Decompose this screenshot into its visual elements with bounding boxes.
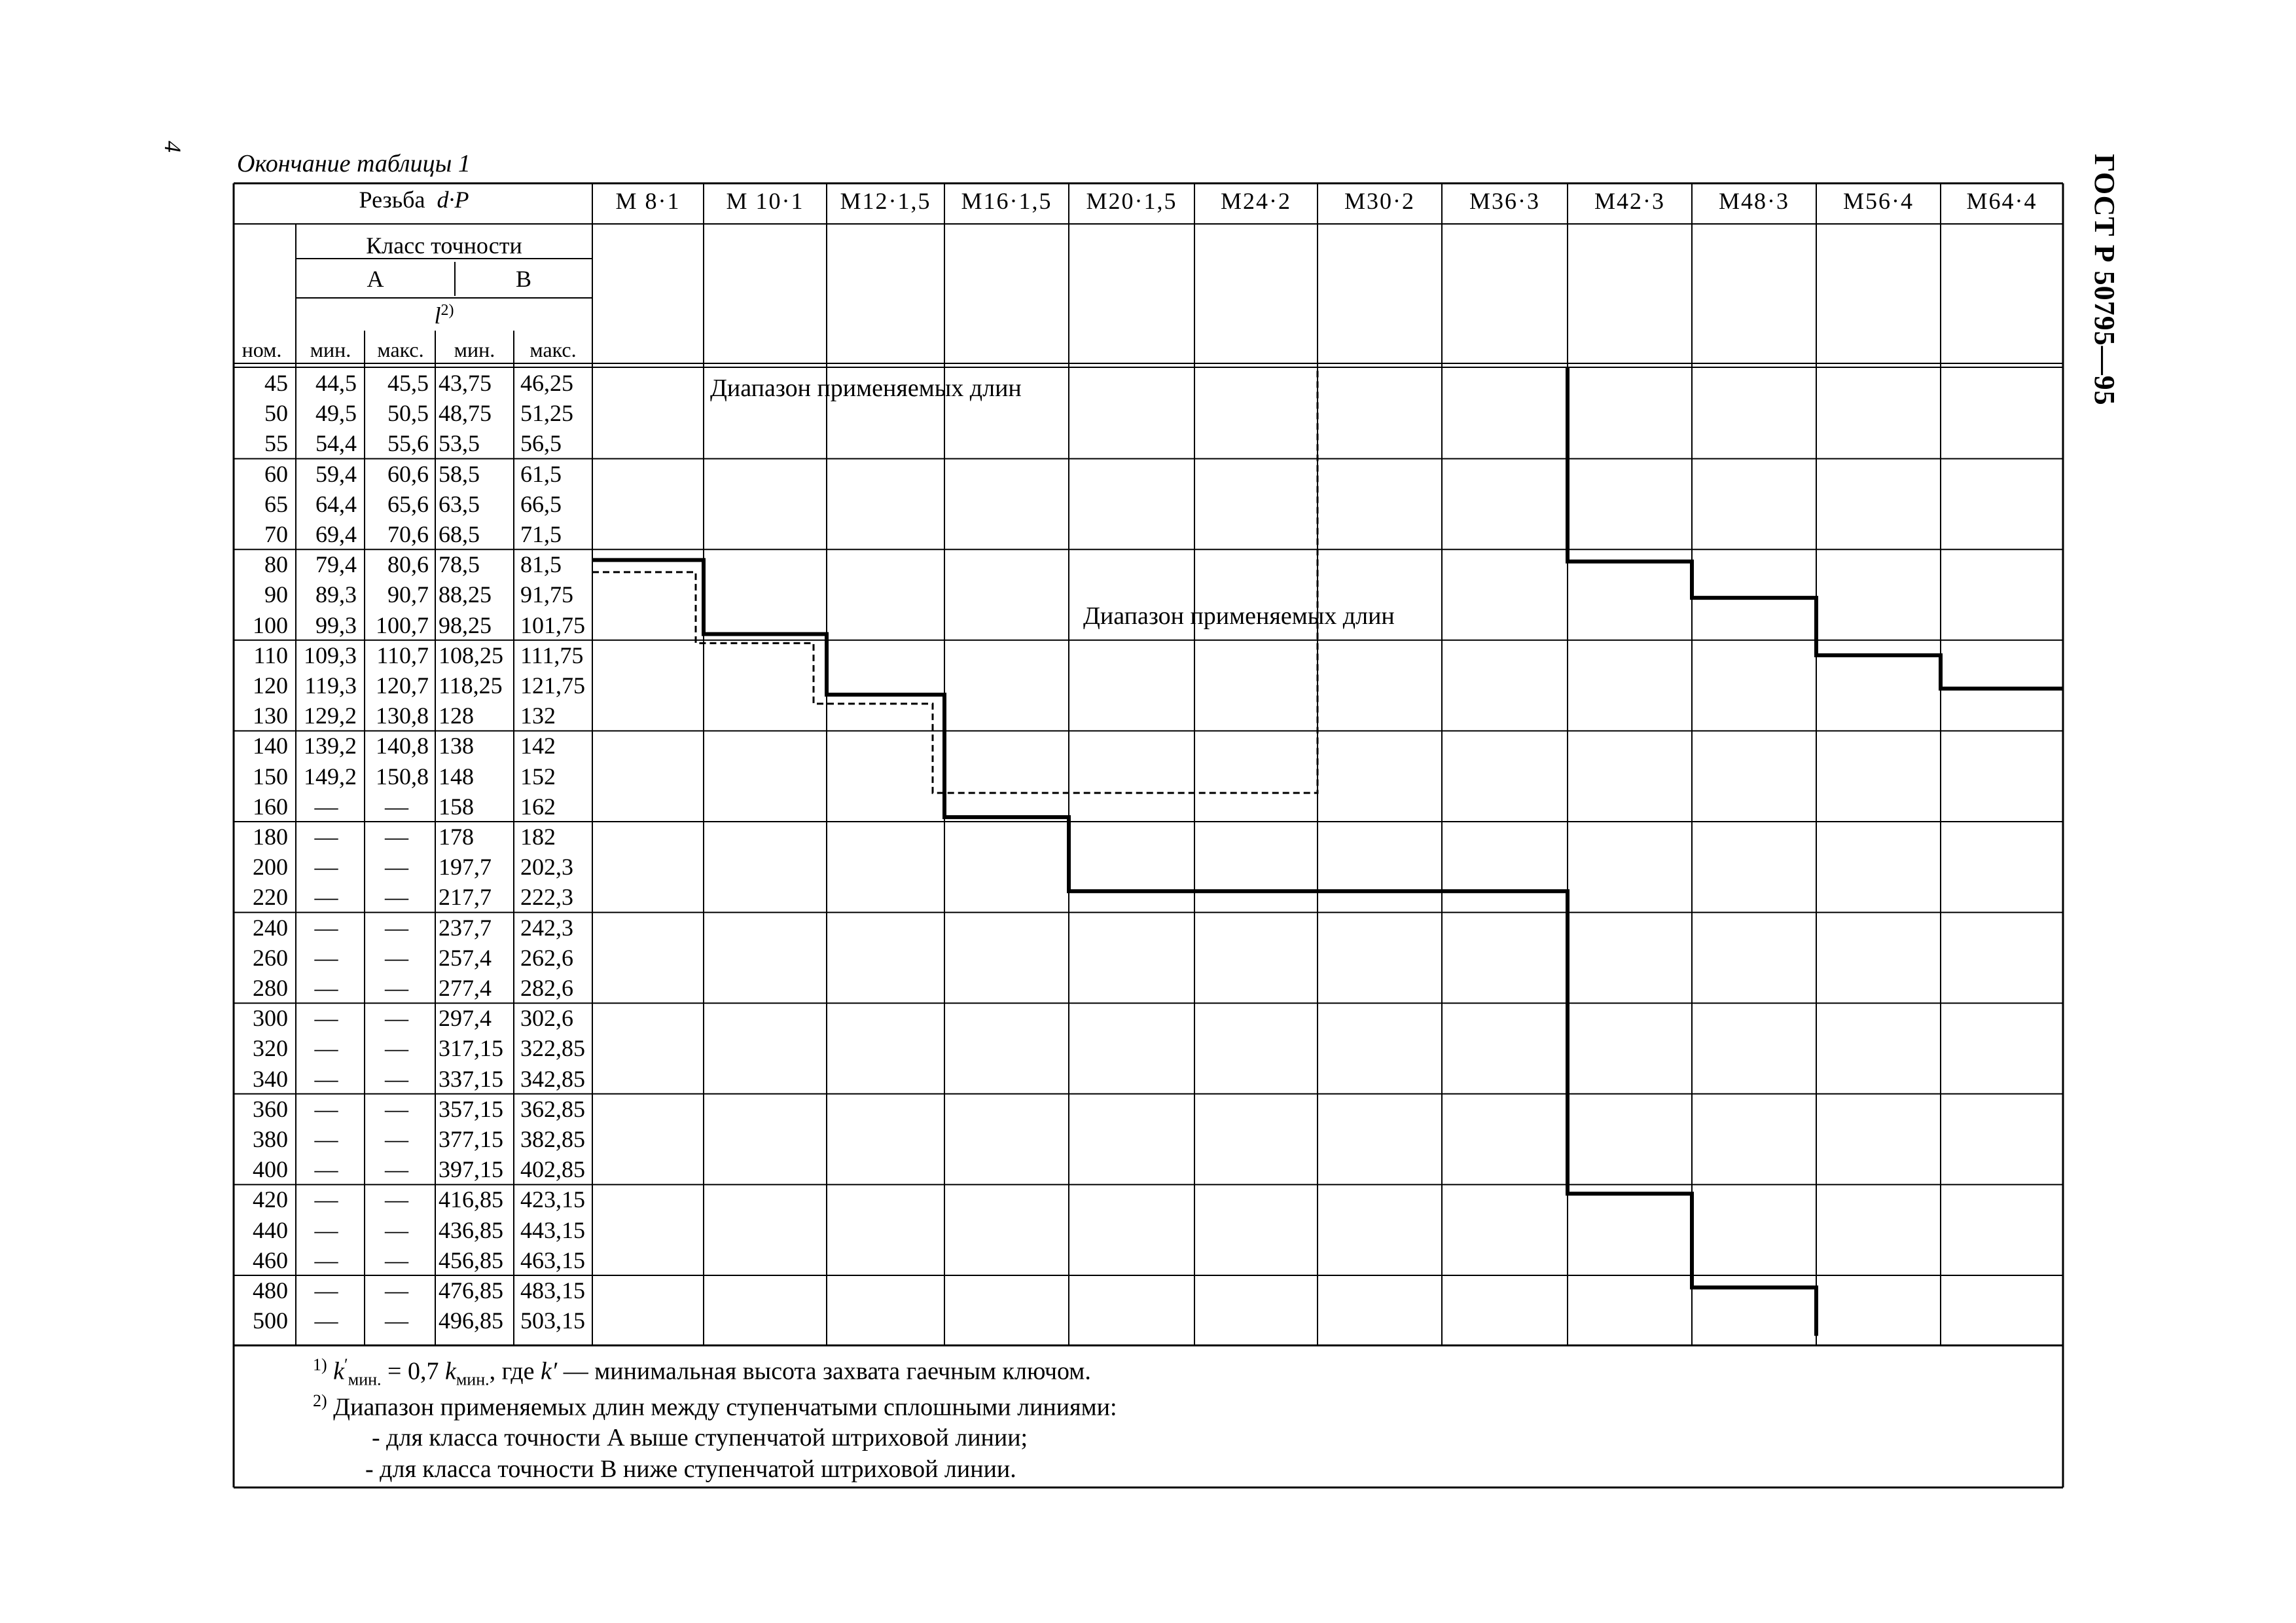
cell-r14-c2: — [385,793,408,820]
cell-r6-c1: 79,4 [315,551,357,578]
cell-r22-c2: — [385,1035,408,1062]
thread-label-1: М 10·1 [726,188,804,214]
cell-r25-c2: — [385,1126,408,1152]
cell-r0-c3: 43,75 [439,370,492,396]
cell-r14-c3: 158 [439,793,474,820]
cell-r30-c1: — [314,1277,338,1304]
cell-r3-c4: 61,5 [520,460,562,487]
standard-designation: ГОСТ Р 50795—95 [2089,154,2121,406]
k-symbol: k [333,1357,345,1385]
cell-r4-c4: 66,5 [520,490,562,517]
class-a-dashed-step-line [592,368,1318,793]
cell-r2-c4: 56,5 [520,430,562,457]
cell-r22-c3: 317,15 [439,1035,503,1062]
thread-label-10: М56·4 [1843,188,1914,214]
sub-header-0: ном. [242,338,282,361]
cell-r30-c0: 480 [253,1277,288,1304]
cell-r15-c0: 180 [253,824,288,850]
cell-r25-c0: 380 [253,1126,288,1152]
cell-r4-c3: 63,5 [439,490,480,517]
cell-r8-c2: 100,7 [376,611,429,638]
sub-header-4: макс. [529,338,577,361]
cell-r24-c0: 360 [253,1095,288,1122]
cell-r20-c4: 282,6 [520,975,573,1001]
cell-r5-c3: 68,5 [439,521,480,547]
cell-r24-c3: 357,15 [439,1095,503,1122]
thread-label-6: М30·2 [1344,188,1415,214]
cell-r23-c2: — [385,1065,408,1092]
cell-r4-c1: 64,4 [315,490,357,517]
cell-r10-c1: 119,3 [304,672,357,699]
thread-symbol: d·P [437,187,469,213]
class-b-header: B [515,266,531,292]
footnote-1 [313,1355,1091,1389]
cell-r16-c0: 200 [253,854,288,881]
cell-r4-c2: 65,6 [387,490,429,517]
cell-r27-c0: 420 [253,1186,288,1213]
cell-r19-c3: 257,4 [439,944,492,971]
length-symbol: l [434,302,441,329]
footnote-2-line-3: - для класса точности B ниже ступенчатой штриховой линии. [365,1455,1016,1483]
cell-r8-c3: 98,25 [439,611,492,638]
cell-r11-c3: 128 [439,702,474,729]
cell-r18-c3: 237,7 [439,914,492,941]
cell-r13-c0: 150 [253,763,288,790]
cell-r31-c4: 503,15 [520,1307,585,1334]
thread-header [236,188,592,211]
cell-r1-c2: 50,5 [387,400,429,427]
cell-r18-c2: — [385,914,408,941]
cell-r13-c2: 150,8 [376,763,429,790]
thread-label: Резьба [359,187,425,213]
cell-r17-c1: — [314,884,338,911]
cell-r17-c2: — [385,884,408,911]
thread-label-5: М24·2 [1221,188,1291,214]
cell-r16-c3: 197,7 [439,854,492,881]
cell-r16-c2: — [385,854,408,881]
thread-label-9: М48·3 [1719,188,1789,214]
cell-r18-c1: — [314,914,338,941]
cell-r26-c2: — [385,1156,408,1183]
k-prime-symbol: k′ [541,1357,558,1385]
cell-r9-c0: 110 [253,642,288,668]
cell-r6-c3: 78,5 [439,551,480,578]
cell-r3-c2: 60,6 [387,460,429,487]
cell-r29-c4: 463,15 [520,1247,585,1273]
cell-r8-c0: 100 [253,611,288,638]
cell-r13-c3: 148 [439,763,474,790]
cell-r13-c1: 149,2 [304,763,357,790]
cell-r8-c1: 99,3 [315,611,357,638]
cell-r21-c1: — [314,1005,338,1032]
cell-r29-c3: 456,85 [439,1247,503,1273]
cell-r15-c2: — [385,824,408,850]
thread-label-3: М16·1,5 [961,188,1052,214]
cell-r3-c1: 59,4 [315,460,357,487]
cell-r28-c1: — [314,1216,338,1243]
cell-r25-c4: 382,85 [520,1126,585,1152]
cell-r29-c0: 460 [253,1247,288,1273]
cell-r9-c3: 108,25 [439,642,503,668]
cell-r26-c1: — [314,1156,338,1183]
lower-limit-step-line [592,560,1816,1336]
cell-r3-c0: 60 [264,460,288,487]
prime-mark: ′ [344,1355,348,1374]
cell-r28-c0: 440 [253,1216,288,1243]
cell-r28-c2: — [385,1216,408,1243]
cell-r6-c2: 80,6 [387,551,429,578]
cell-r25-c1: — [314,1126,338,1152]
cell-r21-c2: — [385,1005,408,1032]
cell-r23-c4: 342,85 [520,1065,585,1092]
cell-r19-c0: 260 [253,944,288,971]
cell-r1-c1: 49,5 [315,400,357,427]
cell-r12-c3: 138 [439,733,474,759]
cell-r2-c1: 54,4 [315,430,357,457]
cell-r9-c4: 111,75 [520,642,584,668]
cell-r14-c0: 160 [253,793,288,820]
cell-r15-c1: — [314,824,338,850]
cell-r28-c4: 443,15 [520,1216,585,1243]
cell-r10-c4: 121,75 [520,672,585,699]
length-footnote-mark: 2) [440,302,454,319]
cell-r27-c3: 416,85 [439,1186,503,1213]
footnote-1-mark: 1) [313,1355,327,1374]
cell-r30-c3: 476,85 [439,1277,503,1304]
cell-r25-c3: 377,15 [439,1126,503,1152]
cell-r7-c1: 89,3 [315,581,357,608]
cell-r14-c4: 162 [520,793,556,820]
cell-r15-c3: 178 [439,824,474,850]
cell-r23-c3: 337,15 [439,1065,503,1092]
cell-r7-c4: 91,75 [520,581,573,608]
cell-r28-c3: 436,85 [439,1216,503,1243]
cell-r5-c0: 70 [264,521,288,547]
cell-r11-c4: 132 [520,702,556,729]
cell-r11-c2: 130,8 [376,702,429,729]
cell-r21-c4: 302,6 [520,1005,573,1032]
cell-r10-c3: 118,25 [439,672,503,699]
cell-r16-c4: 202,3 [520,854,573,881]
cell-r17-c4: 222,3 [520,884,573,911]
cell-r12-c1: 139,2 [304,733,357,759]
cell-r27-c2: — [385,1186,408,1213]
cell-r0-c4: 46,25 [520,370,573,396]
cell-r17-c3: 217,7 [439,884,492,911]
thread-label-7: М36·3 [1469,188,1540,214]
cell-r17-c0: 220 [253,884,288,911]
cell-r12-c0: 140 [253,733,288,759]
cell-r26-c4: 402,85 [520,1156,585,1183]
cell-r19-c1: — [314,944,338,971]
cell-r6-c4: 81,5 [520,551,562,578]
k-subscript-2: мин. [456,1370,490,1389]
cell-r6-c0: 80 [264,551,288,578]
cell-r0-c1: 44,5 [315,370,357,396]
cell-r5-c4: 71,5 [520,521,562,547]
length-header [296,302,592,327]
cell-r2-c0: 55 [264,430,288,457]
thread-label-0: М 8·1 [615,188,681,214]
cell-r7-c2: 90,7 [387,581,429,608]
cell-r22-c0: 320 [253,1035,288,1062]
cell-r16-c1: — [314,854,338,881]
cell-r8-c4: 101,75 [520,611,585,638]
cell-r5-c1: 69,4 [315,521,357,547]
sub-header-2: макс. [377,338,424,361]
cell-r19-c2: — [385,944,408,971]
cell-r26-c3: 397,15 [439,1156,503,1183]
cell-r31-c0: 500 [253,1307,288,1334]
cell-r7-c0: 90 [264,581,288,608]
thread-label-11: М64·4 [1966,188,2037,214]
accuracy-class-header: Класс точности [366,232,522,259]
cell-r23-c0: 340 [253,1065,288,1092]
sub-header-1: мин. [310,338,351,361]
range-label-class-b: Диапазон применяемых длин [1083,602,1395,630]
cell-r24-c1: — [314,1095,338,1122]
footnote-1-text-c: — минимальная высота захвата гаечным ключом. [557,1357,1091,1385]
cell-r29-c2: — [385,1247,408,1273]
cell-r14-c1: — [314,793,338,820]
cell-r18-c4: 242,3 [520,914,573,941]
cell-r2-c3: 53,5 [439,430,480,457]
k-subscript: мин. [348,1370,382,1389]
cell-r20-c1: — [314,975,338,1001]
cell-r12-c4: 142 [520,733,556,759]
thread-label-2: М12·1,5 [840,188,931,214]
cell-r0-c2: 45,5 [387,370,429,396]
cell-r9-c2: 110,7 [376,642,429,668]
sub-header-3: мин. [454,338,495,361]
cell-r10-c0: 120 [253,672,288,699]
cell-r11-c0: 130 [253,702,288,729]
cell-r27-c4: 423,15 [520,1186,585,1213]
cell-r31-c2: — [385,1307,408,1334]
cell-r0-c0: 45 [264,370,288,396]
k-symbol-2: k [444,1357,456,1385]
footnote-1-text-b: , где [489,1357,541,1385]
range-label-class-a: Диапазон применяемых длин [710,374,1022,402]
cell-r22-c4: 322,85 [520,1035,585,1062]
table-caption: Окончание таблицы 1 [237,150,471,177]
cell-r29-c1: — [314,1247,338,1273]
cell-r30-c4: 483,15 [520,1277,585,1304]
cell-r31-c1: — [314,1307,338,1334]
cell-r20-c3: 277,4 [439,975,492,1001]
thread-label-4: М20·1,5 [1086,188,1177,214]
cell-r23-c1: — [314,1065,338,1092]
cell-r31-c3: 496,85 [439,1307,503,1334]
cell-r21-c3: 297,4 [439,1005,492,1032]
cell-r7-c3: 88,25 [439,581,492,608]
cell-r26-c0: 400 [253,1156,288,1183]
footnote-2-mark: 2) [313,1391,327,1410]
footnote-2 [313,1391,1117,1422]
cell-r11-c1: 129,2 [304,702,357,729]
footnote-2-line-2: - для класса точности A выше ступенчатой штриховой линии; [372,1424,1028,1451]
cell-r22-c1: — [314,1035,338,1062]
footnote-2-line-1: Диапазон применяемых длин между ступенчатыми сплошными линиями: [333,1393,1117,1421]
cell-r3-c3: 58,5 [439,460,480,487]
cell-r19-c4: 262,6 [520,944,573,971]
cell-r2-c2: 55,6 [387,430,429,457]
cell-r10-c2: 120,7 [376,672,429,699]
cell-r21-c0: 300 [253,1005,288,1032]
cell-r24-c2: — [385,1095,408,1122]
cell-r20-c0: 280 [253,975,288,1001]
class-a-header: A [367,266,384,292]
cell-r15-c4: 182 [520,824,556,850]
cell-r9-c1: 109,3 [304,642,357,668]
cell-r24-c4: 362,85 [520,1095,585,1122]
cell-r1-c4: 51,25 [520,400,573,427]
page-number: 4 [160,141,186,153]
cell-r12-c2: 140,8 [376,733,429,759]
cell-r13-c4: 152 [520,763,556,790]
cell-r5-c2: 70,6 [387,521,429,547]
cell-r1-c3: 48,75 [439,400,492,427]
cell-r1-c0: 50 [264,400,288,427]
cell-r4-c0: 65 [264,490,288,517]
cell-r27-c1: — [314,1186,338,1213]
cell-r18-c0: 240 [253,914,288,941]
footnote-1-text-a: = 0,7 [381,1357,445,1385]
cell-r20-c2: — [385,975,408,1001]
cell-r30-c2: — [385,1277,408,1304]
thread-label-8: М42·3 [1594,188,1665,214]
